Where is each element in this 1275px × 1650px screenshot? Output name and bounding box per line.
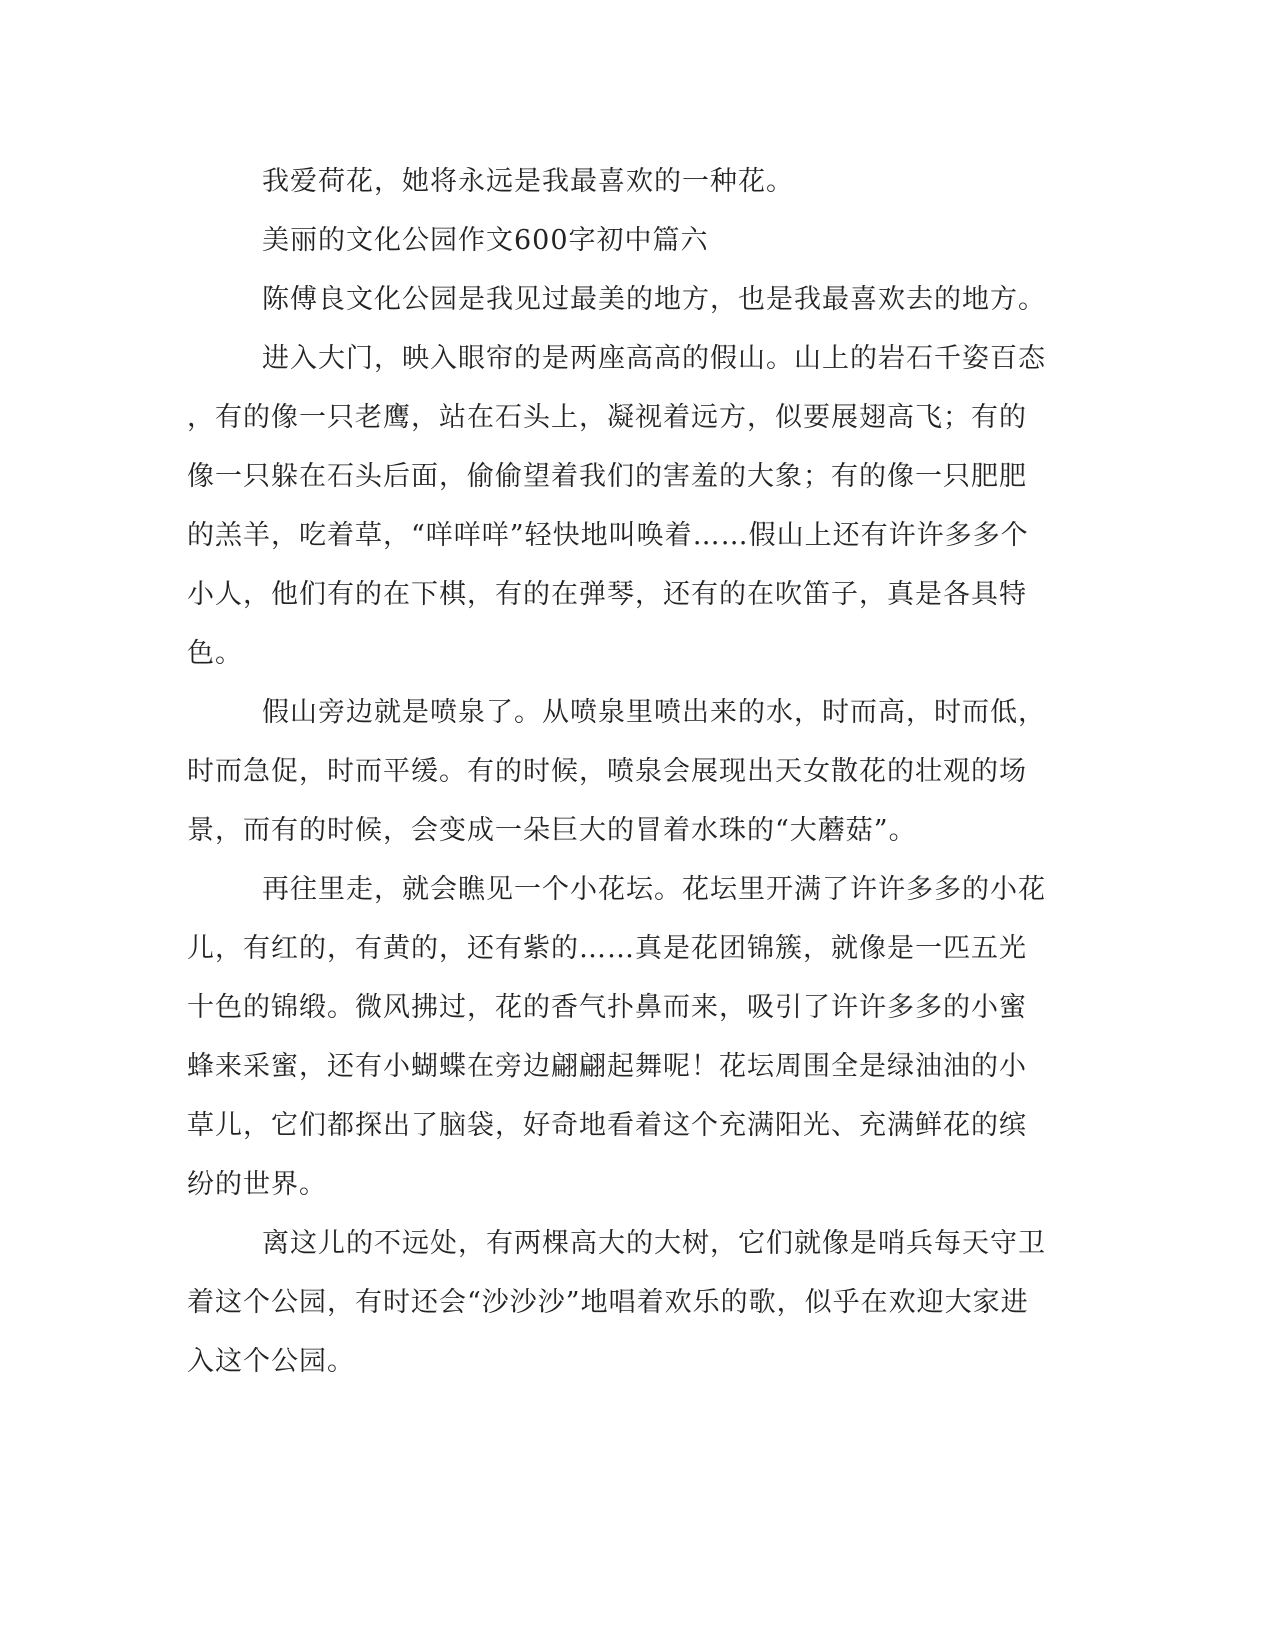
text-line: 离这儿的不远处，有两棵高大的大树，它们就像是哨兵每天守卫	[262, 1228, 1046, 1259]
text-line: 的羔羊，吃着草，“咩咩咩”轻快地叫唤着……假山上还有许许多多个	[187, 520, 1029, 551]
section-heading: 美丽的文化公园作文600字初中篇六	[262, 225, 709, 256]
text-line: 我爱荷花，她将永远是我最喜欢的一种花。	[262, 166, 794, 197]
text-line: 色。	[187, 638, 243, 669]
text-line: 小人，他们有的在下棋，有的在弹琴，还有的在吹笛子，真是各具特	[187, 579, 1027, 610]
text-line: 蜂来采蜜，还有小蝴蝶在旁边翩翩起舞呢！花坛周围全是绿油油的小	[187, 1051, 1027, 1082]
text-line: 纷的世界。	[187, 1169, 327, 1200]
text-line: 假山旁边就是喷泉了。从喷泉里喷出来的水，时而高，时而低，	[262, 697, 1046, 728]
text-line: 再往里走，就会瞧见一个小花坛。花坛里开满了许许多多的小花	[262, 874, 1046, 905]
text-line: 十色的锦缎。微风拂过，花的香气扑鼻而来，吸引了许许多多的小蜜	[187, 992, 1027, 1023]
text-line: ，有的像一只老鹰，站在石头上，凝视着远方，似要展翅高飞；有的	[187, 402, 1027, 433]
text-line: 陈傅良文化公园是我见过最美的地方，也是我最喜欢去的地方。	[262, 284, 1046, 315]
text-line: 儿，有红的，有黄的，还有紫的……真是花团锦簇，就像是一匹五光	[187, 933, 1027, 964]
text-line: 景，而有的时候，会变成一朵巨大的冒着水珠的“大蘑菇”。	[187, 815, 917, 846]
text-line: 进入大门，映入眼帘的是两座高高的假山。山上的岩石千姿百态	[262, 343, 1046, 374]
text-line: 入这个公园。	[187, 1346, 355, 1377]
text-line: 像一只躲在石头后面，偷偷望着我们的害羞的大象；有的像一只肥肥	[187, 461, 1027, 492]
text-line: 草儿，它们都探出了脑袋，好奇地看着这个充满阳光、充满鲜花的缤	[187, 1110, 1027, 1141]
text-line: 时而急促，时而平缓。有的时候，喷泉会展现出天女散花的壮观的场	[187, 756, 1027, 787]
text-line: 着这个公园，有时还会“沙沙沙”地唱着欢乐的歌，似乎在欢迎大家进	[187, 1287, 1029, 1318]
